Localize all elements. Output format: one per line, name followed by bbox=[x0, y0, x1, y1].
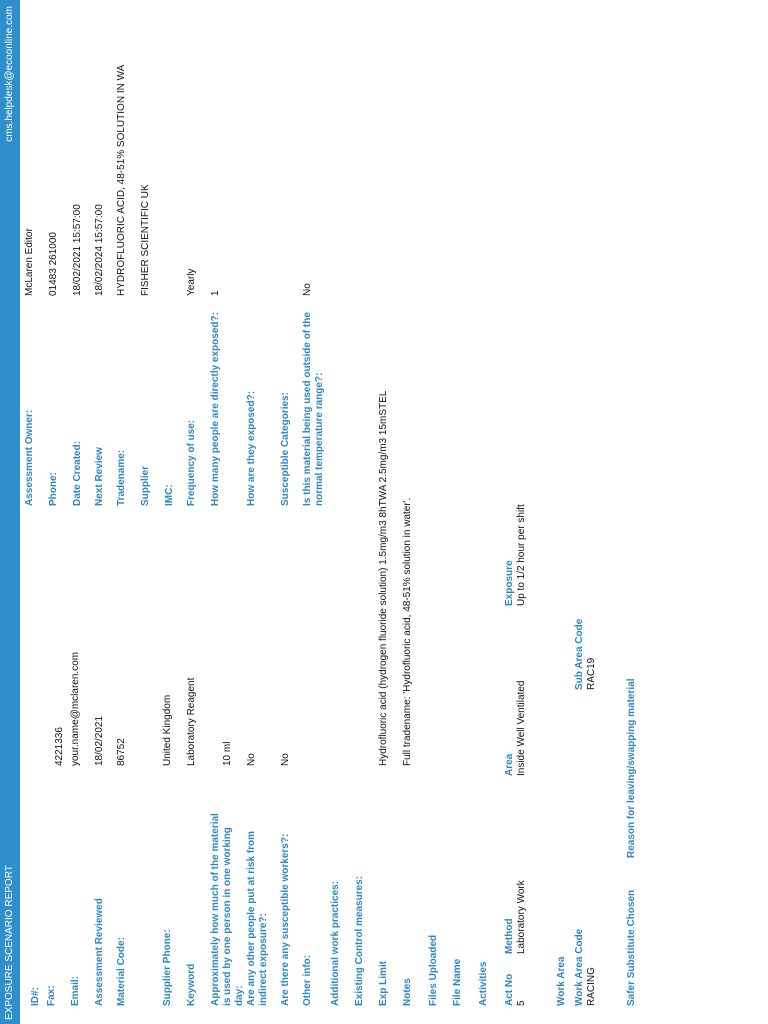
email-label: Email: bbox=[70, 975, 81, 1006]
activities-header-area: Area bbox=[504, 753, 515, 776]
file-name-label: File Name bbox=[452, 958, 463, 1006]
material-code-label: Material Code: bbox=[116, 937, 127, 1006]
activities-header-act-no: Act No bbox=[504, 973, 515, 1006]
notes-value: Full tradename: 'Hydrofluoric acid, 48-51% solution in water'. bbox=[402, 497, 413, 766]
tradename-label: Tradename: bbox=[116, 449, 127, 506]
date-created-value: 18/02/2021 15:57:00 bbox=[72, 204, 83, 296]
keyword-label: Keyword bbox=[186, 963, 197, 1006]
exp-limit-label: Exp Limit bbox=[378, 960, 389, 1006]
activities-label: Activities bbox=[478, 961, 489, 1006]
helpdesk-email-link[interactable]: cms.helpdesk@ecoonline.com bbox=[4, 6, 15, 142]
activities-cell-act-no: 5 bbox=[516, 1000, 527, 1006]
assessment-owner-label: Assessment Owner: bbox=[24, 409, 35, 506]
work-area-cell-sub-code: RAC19 bbox=[586, 657, 597, 690]
activities-cell-method: Laboratory Work bbox=[516, 880, 527, 954]
work-area-header-code: Work Area Code bbox=[574, 928, 585, 1006]
activities-cell-exposure: Up to 1/2 hour per shift bbox=[516, 504, 527, 606]
frequency-value: Yearly bbox=[186, 268, 197, 296]
fax-label: Fax: bbox=[46, 985, 57, 1006]
activities-cell-area: Inside Well Ventilated bbox=[516, 680, 527, 776]
assessment-reviewed-value: 18/02/2021 bbox=[94, 715, 105, 766]
supplier-phone-label: Supplier Phone: bbox=[162, 929, 173, 1006]
activities-header-method: Method bbox=[504, 918, 515, 954]
directly-exposed-label: How many people are directly exposed?: bbox=[210, 312, 221, 506]
imc-label: IMC: bbox=[164, 484, 175, 506]
susceptible-categories-label: Susceptible Categories: bbox=[280, 392, 291, 506]
notes-label: Notes bbox=[402, 978, 413, 1006]
indirect-exposure-value: No bbox=[246, 753, 257, 766]
id-label: ID#: bbox=[30, 987, 41, 1006]
temperature-value: No bbox=[302, 283, 313, 296]
work-area-cell-code: RACING bbox=[586, 967, 597, 1006]
id-value: 4221336 bbox=[54, 727, 65, 766]
work-area-header-sub-code: Sub Area Code bbox=[574, 618, 585, 690]
work-area-label: Work Area bbox=[556, 956, 567, 1006]
existing-controls-label: Existing Control measures: bbox=[354, 875, 365, 1006]
material-code-value: 86752 bbox=[116, 738, 127, 766]
other-info-label: Other info: bbox=[302, 954, 313, 1006]
report-header-bar bbox=[0, 0, 20, 1024]
next-review-value: 18/02/2024 15:57:00 bbox=[94, 204, 105, 296]
amount-used-label: Approximately how much of the material is used by one person in one working day: bbox=[210, 813, 245, 1006]
additional-practices-label: Additional work practices: bbox=[330, 880, 341, 1006]
temperature-label: Is this material being used outside of the normal temperature range?: bbox=[302, 312, 325, 506]
phone-value: 01483 261000 bbox=[48, 232, 59, 296]
supplier-phone-value: United Kingdom bbox=[162, 694, 173, 766]
activities-header-exposure: Exposure bbox=[504, 560, 515, 606]
keyword-value: Laboratory Reagent bbox=[186, 677, 197, 766]
tradename-value: HYDROFLUORIC ACID, 48-51% SOLUTION IN WA bbox=[116, 64, 127, 296]
safer-substitute-label: Safer Substitute Chosen bbox=[626, 889, 637, 1006]
date-created-label: Date Created: bbox=[72, 440, 83, 506]
supplier-label: Supplier bbox=[140, 465, 151, 506]
indirect-exposure-label: Are any other people put at risk from indirect exposure?: bbox=[246, 830, 269, 1006]
assessment-owner-value: McLaren Editor bbox=[24, 228, 35, 296]
susceptible-workers-label: Are there any susceptible workers?: bbox=[280, 833, 291, 1006]
report-title: EXPOSURE SCENARIO REPORT bbox=[4, 865, 15, 1020]
reason-label: Reason for leaving/swapping material bbox=[626, 678, 637, 858]
phone-label: Phone: bbox=[48, 472, 59, 506]
next-review-label: Next Review bbox=[94, 447, 105, 506]
amount-used-value: 10 ml bbox=[222, 741, 233, 766]
exp-limit-value: Hydrofluoric acid (hydrogen fluoride solution) 1.5mg/m3 8hTWA 2.5mg/m3 15mSTEL bbox=[378, 390, 389, 766]
supplier-value: FISHER SCIENTIFIC UK bbox=[140, 184, 151, 296]
directly-exposed-value: 1 bbox=[210, 290, 221, 296]
assessment-reviewed-label: Assessment Reviewed bbox=[94, 898, 105, 1006]
susceptible-workers-value: No bbox=[280, 753, 291, 766]
email-value: your.name@mclaren.com bbox=[70, 651, 81, 766]
frequency-label: Frequency of use: bbox=[186, 419, 197, 506]
files-uploaded-label: Files Uploaded bbox=[428, 934, 439, 1006]
how-exposed-label: How are they exposed?: bbox=[246, 390, 257, 506]
